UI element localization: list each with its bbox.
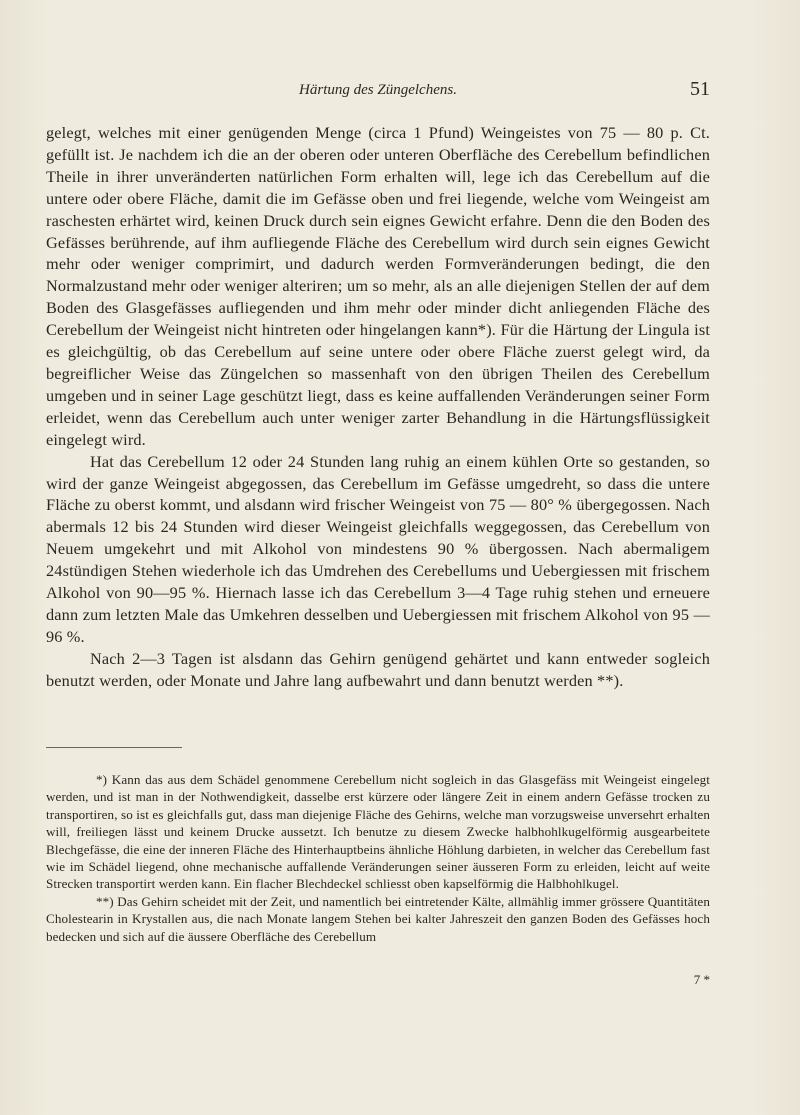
footnote-divider: [46, 747, 182, 748]
signature-mark: 7 *: [693, 972, 710, 987]
footnote: *) Kann das aus dem Schädel genommene Cerebellum nicht sogleich in das Glasgefäss mit Weingeist eingelegt werden, und ist man in der Nothwendigkeit, dasselbe erst kürzere oder längere Zeit in einem andern Gefässe trocken zu transportiren, so ist es gleichfalls gut, dass man diejenige Fläche des Gehirns, welche man vorzugsweise unversehrt erhalten will, freiliegen lässt und keinem Drucke aussetzt. Ich benutze zu diesem Zwecke halbhohlkugelförmig ausgearbeitete Blechgefässe, die eine der inneren Fläche des Hinterhauptbeins ähnliche Höhlung darbieten, in welcher das Cerebellum fast wie im Schädel liegend, ohne mechanische auffallende Veränderungen seiner äusseren Form zu erleiden, leicht auf weite Strecken transportirt werden kann. Ein flacher Blechdeckel schliesst oben kapselförmig die Halbhohlkugel.: [46, 772, 710, 892]
main-text: [46, 122, 710, 692]
footnotes: [46, 771, 710, 945]
page-header: [46, 78, 710, 108]
page-number: 51: [690, 78, 710, 100]
running-title: Härtung des Züngelchens.: [299, 82, 457, 98]
paragraph: Nach 2—3 Tagen ist alsdann das Gehirn genügend gehärtet und kann entweder sogleich benutzt werden, oder Monate und Jahre lang aufbewahrt und dann benutzt werden **).: [46, 648, 710, 690]
paragraph: gelegt, welches mit einer genügenden Menge (circa 1 Pfund) Weingeistes von 75 — 80 p. Ct. gefüllt ist. Je nachdem ich die an der oberen oder unteren Oberfläche des Cerebellum befindlichen Theile in ihrer unveränderten natürlichen Form erhalten will, lege ich das Cerebellum auf die untere oder obere Fläche, damit die im Gefässe oben und frei liegende, welche vom Weingeist am raschesten erhärtet wird, keinen Druck durch sein eignes Gewicht erfahre. Denn die den Boden des Gefässes berührende, auf ihm aufliegende Fläche des Cerebellum wird durch sein eignes Gewicht mehr oder weniger comprimirt, und dadurch werden Formveränderungen bedingt, die den Normalzustand mehr oder weniger alteriren; um so mehr, als an alle diejenigen Stellen der auf dem Boden des Glasgefässes aufliegenden und ihm mehr oder minder dicht anliegenden Fläche des Cerebellum der Weingeist nicht hintreten oder hingelangen kann*). Für die Härtung der Lingula ist es gleichgültig, ob das Cerebellum auf seine untere oder obere Fläche zuerst gelegt wird, da begreiflicher Weise das Züngelchen so massenhaft von den übrigen Theilen des Cerebellum umgeben und in seiner Lage geschützt liegt, dass es keine auffallenden Veränderungen seiner Form erleidet, wenn das Cerebellum auch unter weniger zarter Behandlung in die Härtungsflüssigkeit eingelegt wird.: [46, 123, 710, 449]
footnote: **) Das Gehirn scheidet mit der Zeit, und namentlich bei eintretender Kälte, allmählig immer grössere Quantitäten Cholestearin in Krystallen aus, die nach Monate langem Stehen bei kalter Jahreszeit den ganzen Boden des Gefässes hoch bedecken und sich auf die äussere Oberfläche des Cerebellum: [46, 893, 710, 944]
paragraph: Hat das Cerebellum 12 oder 24 Stunden lang ruhig an einem kühlen Orte so gestanden, so wird der ganze Weingeist abgegossen, das Cerebellum im Gefässe umgedreht, so dass die untere Fläche zu oberst kommt, und alsdann wird frischer Weingeist von 75 — 80° % übergegossen. Nach abermals 12 bis 24 Stunden wird dieser Weingeist gleichfalls weggegossen, das Cerebellum von Neuem umgekehrt und mit Alkohol von mindestens 90 % übergossen. Nach abermaligem 24stündigen Stehen wiederhole ich das Umdrehen des Cerebellums und Uebergiessen mit frischem Alkohol von 90—95 %. Hiernach lasse ich das Cerebellum 3—4 Tage ruhig stehen und erneuere dann zum letzten Male das Umkehren desselben und Uebergiessen mit frischem Alkohol von 95 — 96 %.: [46, 451, 710, 646]
